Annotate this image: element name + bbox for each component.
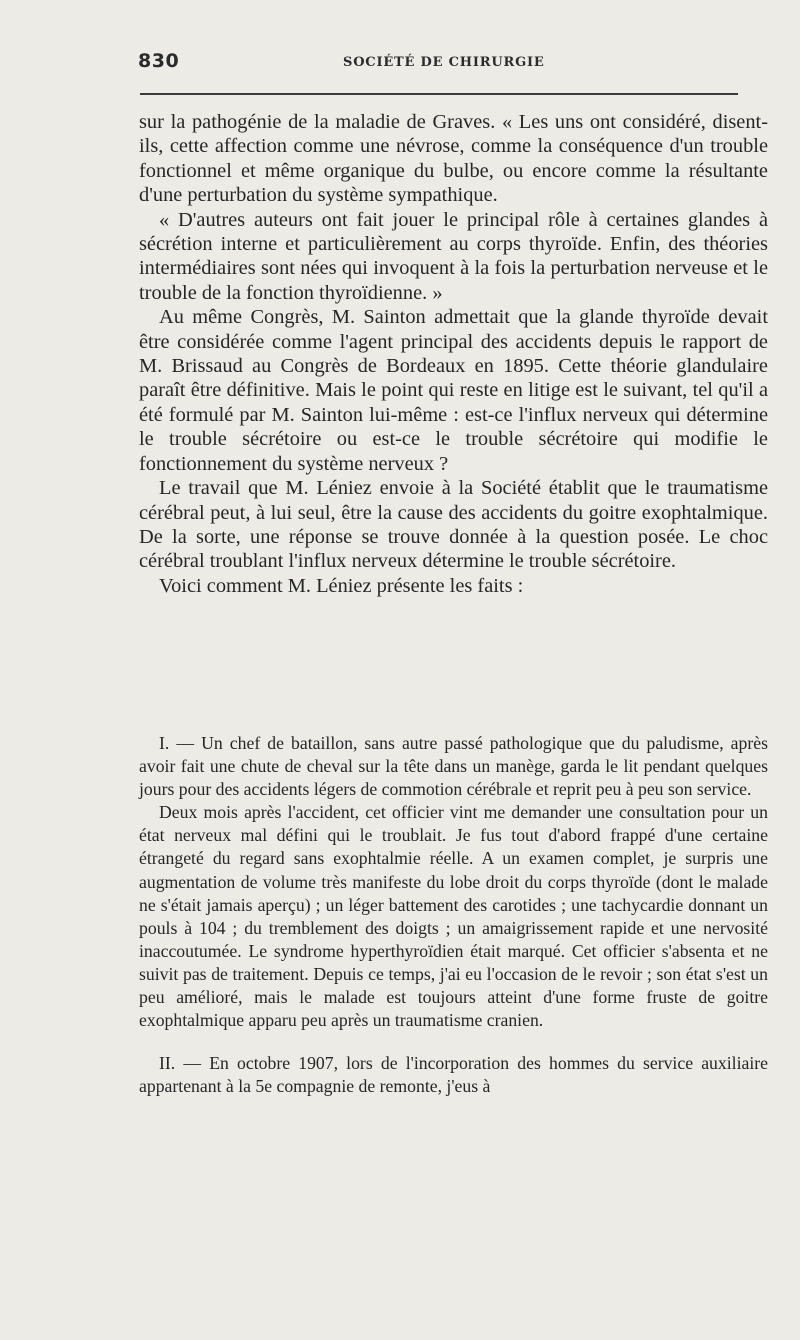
paragraph: sur la pathogénie de la maladie de Graves. « Les uns ont considéré, disent-ils, cette affection comme une névrose, comme la conséquence d'un trouble fonctionnel et même organique du bulbe, ou encore comme la résultante d'une perturbation du système sympathique.	[139, 111, 768, 207]
paragraph: Le travail que M. Léniez envoie à la Société établit que le traumatisme cérébral peut, à lui seul, être la cause des accidents du goitre exophtalmique. De la sorte, une réponse se trouve donnée à la question posée. Le choc cérébral troublant l'influx nerveux détermine le trouble sécrétoire.	[139, 477, 768, 573]
paragraph: « D'autres auteurs ont fait jouer le principal rôle à certaines glandes à sécrétion interne et particulièrement au corps thyroïde. Enfin, des théories intermédiaires sont nées qui invoquent à la fois la perturbation nerveuse et le trouble de la fonction thyroïdienne. »	[139, 208, 768, 304]
page-header	[138, 50, 738, 80]
case-paragraph: II. — En octobre 1907, lors de l'incorporation des hommes du service auxiliaire appartenant à la 5e compagnie de remonte, j'eus à	[139, 1053, 768, 1097]
page-number: 830	[138, 50, 180, 72]
main-text	[139, 110, 768, 598]
case-reports	[139, 732, 768, 1098]
paragraph: Voici comment M. Léniez présente les faits :	[159, 574, 524, 597]
running-title: SOCIÉTÉ DE CHIRURGIE	[343, 55, 545, 70]
case-paragraph: I. — Un chef de bataillon, sans autre passé pathologique que du paludisme, après avoir fait une chute de cheval sur la tête dans un manège, garda le lit pendant quelques jours pour des accidents légers de commotion cérébrale et reprit peu à peu son service.	[139, 733, 768, 800]
paragraph: Au même Congrès, M. Sainton admettait que la glande thyroïde devait être considérée comme l'agent principal des accidents depuis le rapport de M. Brissaud au Congrès de Bordeaux en 1895. Cette théorie glandulaire paraît être définitive. Mais le point qui reste en litige est le suivant, tel qu'il a été formulé par M. Sainton lui-même : est-ce l'influx nerveux qui détermine le trouble sécrétoire ou est-ce le trouble sécrétoire qui modifie le fonctionnement du système nerveux ?	[139, 306, 768, 475]
header-rule	[140, 93, 738, 95]
case-paragraph: Deux mois après l'accident, cet officier vint me demander une consultation pour un état nerveux mal défini qui le troublait. Je fus tout d'abord frappé d'une certaine étrangeté du regard sans exophtalmie réelle. A un examen complet, je surpris une augmentation de volume très manifeste du lobe droit du corps thyroïde (dont le malade ne s'était jamais aperçu) ; un léger battement des carotides ; une tachycardie donnant un pouls à 104 ; du tremblement des doigts ; un amaigrissement rapide et une nervosité inaccoutumée. Le syndrome hyperthyroïdien était marqué. Cet officier s'absenta et ne suivit pas de traitement. Depuis ce temps, j'ai eu l'occasion de le revoir ; son état s'est un peu amélioré, mais le malade est toujours atteint d'une forme fruste de goitre exophtalmique apparu peu après un traumatisme cranien.	[139, 802, 768, 1031]
